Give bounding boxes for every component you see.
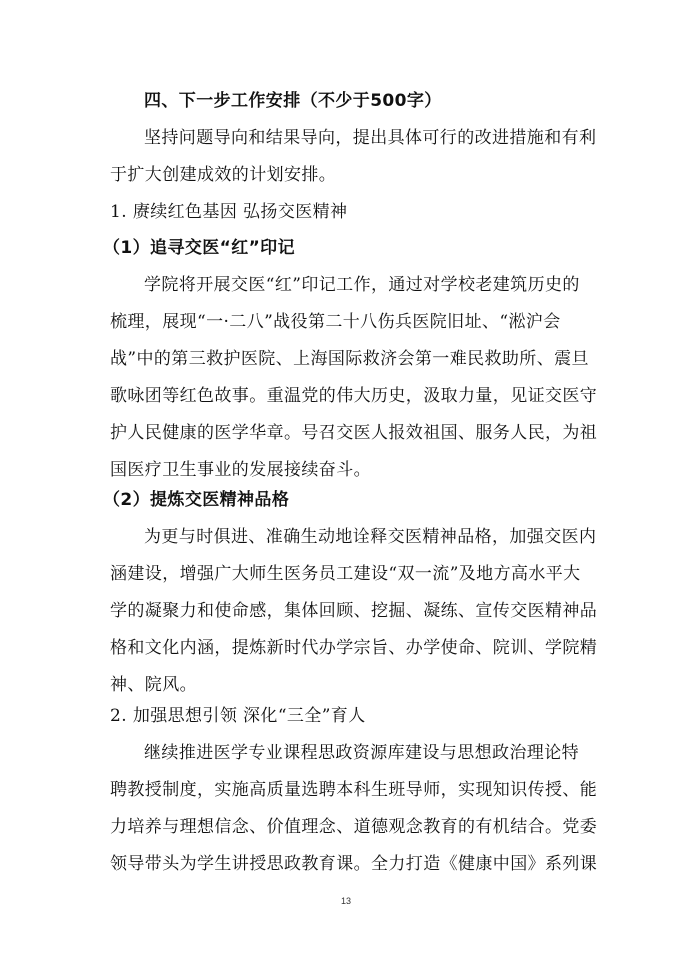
sub1-line-2: 梳理，展现“一·二八”战役第二十八伤兵医院旧址、“淞沪会 [110,312,561,332]
sub1-line-1: 学院将开展交医“红”印记工作，通过对学校老建筑历史的 [144,275,580,295]
item1-sub1-title: （1）追寻交医“红”印记 [103,238,295,258]
item2-line-4: 领导带头为学生讲授思政教育课。全力打造《健康中国》系列课 [110,854,598,874]
page-number: 13 [340,896,351,906]
sub2-line-4: 格和文化内涵，提炼新时代办学宗旨、办学使命、院训、学院精 [110,638,598,658]
sub1-line-5: 护人民健康的医学华章。号召交医人报效祖国、服务人民，为祖 [110,423,598,443]
item1-title: 1. 赓续红色基因 弘扬交医精神 [110,202,348,222]
sub1-line-4: 歌咏团等红色故事。重温党的伟大历史，汲取力量，见证交医守 [110,386,598,406]
item2-line-1: 继续推进医学专业课程思政资源库建设与思想政治理论特 [144,743,579,763]
intro-line-2: 于扩大创建成效的计划安排。 [110,165,337,185]
sub2-line-3: 学的凝聚力和使命感，集体回顾、挖掘、凝练、宣传交医精神品 [110,601,598,621]
section-heading: 四、下一步工作安排（不少于500字） [144,91,442,111]
sub2-line-2: 涵建设，增强广大师生医务员工建设“双一流”及地方高水平大 [110,564,581,584]
intro-line-1: 坚持问题导向和结果导向，提出具体可行的改进措施和有利 [144,128,597,148]
sub1-line-6: 国医疗卫生事业的发展接续奋斗。 [110,460,371,480]
item1-sub2-title: （2）提炼交医精神品格 [103,490,290,510]
sub1-line-3: 战”中的第三救护医院、上海国际救济会第一难民救助所、震旦 [110,349,589,369]
item2-title: 2. 加强思想引领 深化“三全”育人 [110,706,366,726]
sub2-line-1: 为更与时俱进、准确生动地诠释交医精神品格，加强交医内 [144,527,597,547]
sub2-line-5: 神、院风。 [110,675,197,695]
item2-line-3: 力培养与理想信念、价值理念、道德观念教育的有机结合。党委 [110,817,598,837]
item2-line-2: 聘教授制度，实施高质量选聘本科生班导师，实现知识传授、能 [110,780,598,800]
